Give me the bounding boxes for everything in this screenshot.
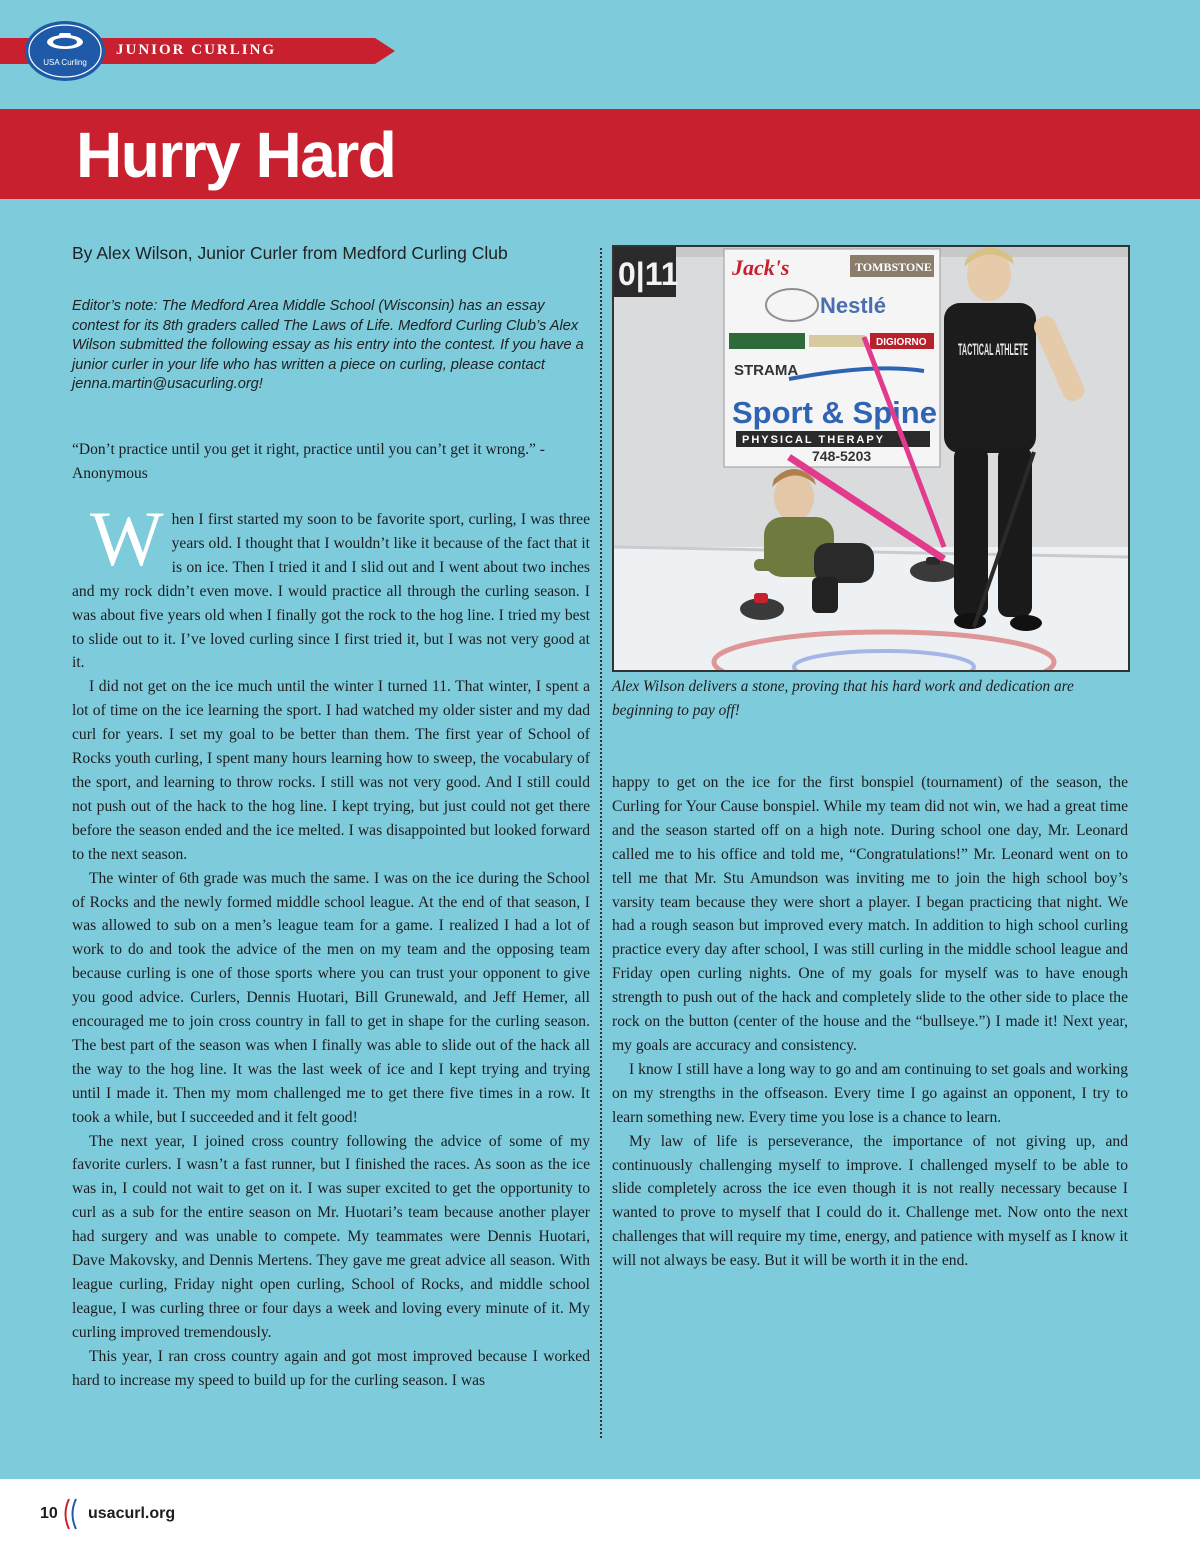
site-link[interactable]: usacurl.org (88, 1505, 176, 1522)
column-divider (600, 248, 602, 1438)
sign-phone: 748-5203 (812, 448, 872, 464)
shirt-text: TACTICAL ATHLETE (958, 340, 1028, 359)
paragraph: I did not get on the ice much until the winter I turned 11. That winter, I spent a lot of time on the ice learning the sport. I had watched my older sister and my dad curl for years. I set my goal to be better than them. The first year of School of Rocks youth curling, I spent many hours learning how to sweep, the vocabulary of the sport, and learning to throw rocks. I still was not very good. And I still could not push out of the hack to the hog line. I kept trying, but just could not get there before the season ended and the ice melted. I was disappointed but looked forward to the next season. (72, 678, 590, 863)
paragraph: I know I still have a long way to go and am continuing to set goals and working on my strengths in the offseason. Every time I go against an opponent, I try to learn something new. Every time you lose is a chance to learn. (612, 1060, 1128, 1126)
section-label: JUNIOR CURLING (116, 42, 277, 58)
footer-parens-icon (61, 1497, 83, 1531)
sign-tombstone: TOMBSTONE (855, 260, 932, 274)
body-column-2 (612, 771, 1128, 1273)
page-number: 10 (40, 1505, 58, 1522)
logo-text: USA Curling (43, 58, 87, 67)
sign-sport-spine: Sport & Spine (732, 395, 937, 430)
title-band (0, 109, 1200, 199)
scoreboard-text: 0|11 (618, 256, 679, 292)
paragraph: My law of life is perseverance, the importance of not giving up, and continuously challenging myself to improve. I challenged myself to be able to slide completely across the ice even though it is not really necessary because I wanted to prove to myself that I could do it. Challenge met. Now onto the next challenges that will require my time, energy, and patience with myself as I know it will not always be easy. But it will be worth it in the end. (612, 1132, 1128, 1270)
editor-note: Editor’s note: The Medford Area Middle School (Wisconsin) has an essay contest for its 8th graders called The Laws of Life. Medford Curling Club’s Alex Wilson submitted the following essay as his entry into the contest. If you have a junior curler in your life who has written a piece on curling, please contact jenna.martin@usacurling.org! (72, 298, 584, 392)
paragraph: The next year, I joined cross country following the advice of some of my favorite curlers. I wasn’t a fast runner, but I finished the races. As soon as the ice was in, I could not wait to get on it. I was super excited to get the opportunity to curl as a sub for the entire season on Mr. Huotari’s team because another player had surgery and was unable to compete. My teammates were Dennis Huotari, Dave Makovsky, and Dennis Mertens. They gave me great advice all season. With league curling, Friday night open curling, School of Rocks, and middle school league, I was curling three or four days a week and loving every minute of it. My curling improved tremendously. (72, 1132, 590, 1341)
photo-caption: Alex Wilson delivers a stone, proving that his hard work and dedication are beginning to pay off! (612, 678, 1074, 719)
sign-nestle: Nestlé (820, 293, 887, 318)
usa-curling-logo[interactable] (24, 20, 106, 82)
byline: By Alex Wilson, Junior Curler from Medford Curling Club (72, 243, 508, 263)
paragraph: The winter of 6th grade was much the same. I was on the ice during the School of Rocks and the newly formed middle school league. At the end of that season, I was allowed to sub on a men’s league team for a game. I realized I had a lot of work to do and took the advice of the men on my team and the opposing team because curling is one of those sports where you can trust your opponent to give you good advice. Curlers, Dennis Huotari, Bill Grunewald, and Jeff Hemer, all encouraged me to join cross country in fall to get in shape for the curling season. The best part of the season was when I finally was able to slide out of the hack all the way to the hog line. It was the last week of ice and I kept trying and trying until I made it. Then my mom challenged me to get there five times in a row. It took a while, but I succeeded and it felt good! (72, 869, 590, 1126)
photo-illustration (614, 247, 1128, 670)
drop-cap: W (90, 495, 164, 582)
paragraph-text: hen I first started my soon to be favorite sport, curling, I was three years old. I thought that I wouldn’t like it because of the fact that it is on ice. Then I tried it and I slid out and I went about two inches and my rock didn’t even move. I would practice all through the curling season. I was about five years old when I finally got the rock to the hog line. I tried my best to slide out to it. I’ve loved curling since I first tried it, but I was not very good at it. (72, 511, 590, 672)
article-photo (612, 245, 1130, 672)
article-title: Hurry Hard (76, 119, 396, 191)
sign-strama: STRAMA (734, 362, 799, 379)
paragraph: This year, I ran cross country again and got most improved because I worked hard to increase my speed to build up for the curling season. I was (72, 1347, 590, 1389)
sign-jacks: Jack's (732, 255, 790, 280)
sign-physical-therapy: PHYSICAL THERAPY (742, 434, 886, 446)
body-column-1 (72, 495, 590, 1393)
footer (0, 1479, 1200, 1558)
paragraph (72, 495, 590, 675)
opening-quote: “Don’t practice until you get it right, practice until you can’t get it wrong.” -Anonymous (72, 441, 545, 482)
sign-digiorno: DIGIORNO (876, 337, 927, 348)
paragraph: happy to get on the ice for the first bonspiel (tournament) of the season, the Curling for Your Cause bonspiel. While my team did not win, we had a great time and the season started off on a high note. During school one day, Mr. Leonard called me to his office and told me, “Congratulations!” Mr. Leonard went on to tell me that Mr. Stu Amundson was inviting me to join the high school boy’s varsity team because they were short a player. I began practicing that night. We had a rough season but improved every match. In addition to high school curling practice every day after school, I was still curling in the middle school league and Friday open curling nights. One of my goals for myself was to have enough strength to push out of the hack and completely slide to the other side to place the rock on the button (center of the house and the “bullseye.”) I made it! Next year, my goals are accuracy and consistency. (612, 774, 1128, 1054)
logo-mark (24, 20, 106, 82)
